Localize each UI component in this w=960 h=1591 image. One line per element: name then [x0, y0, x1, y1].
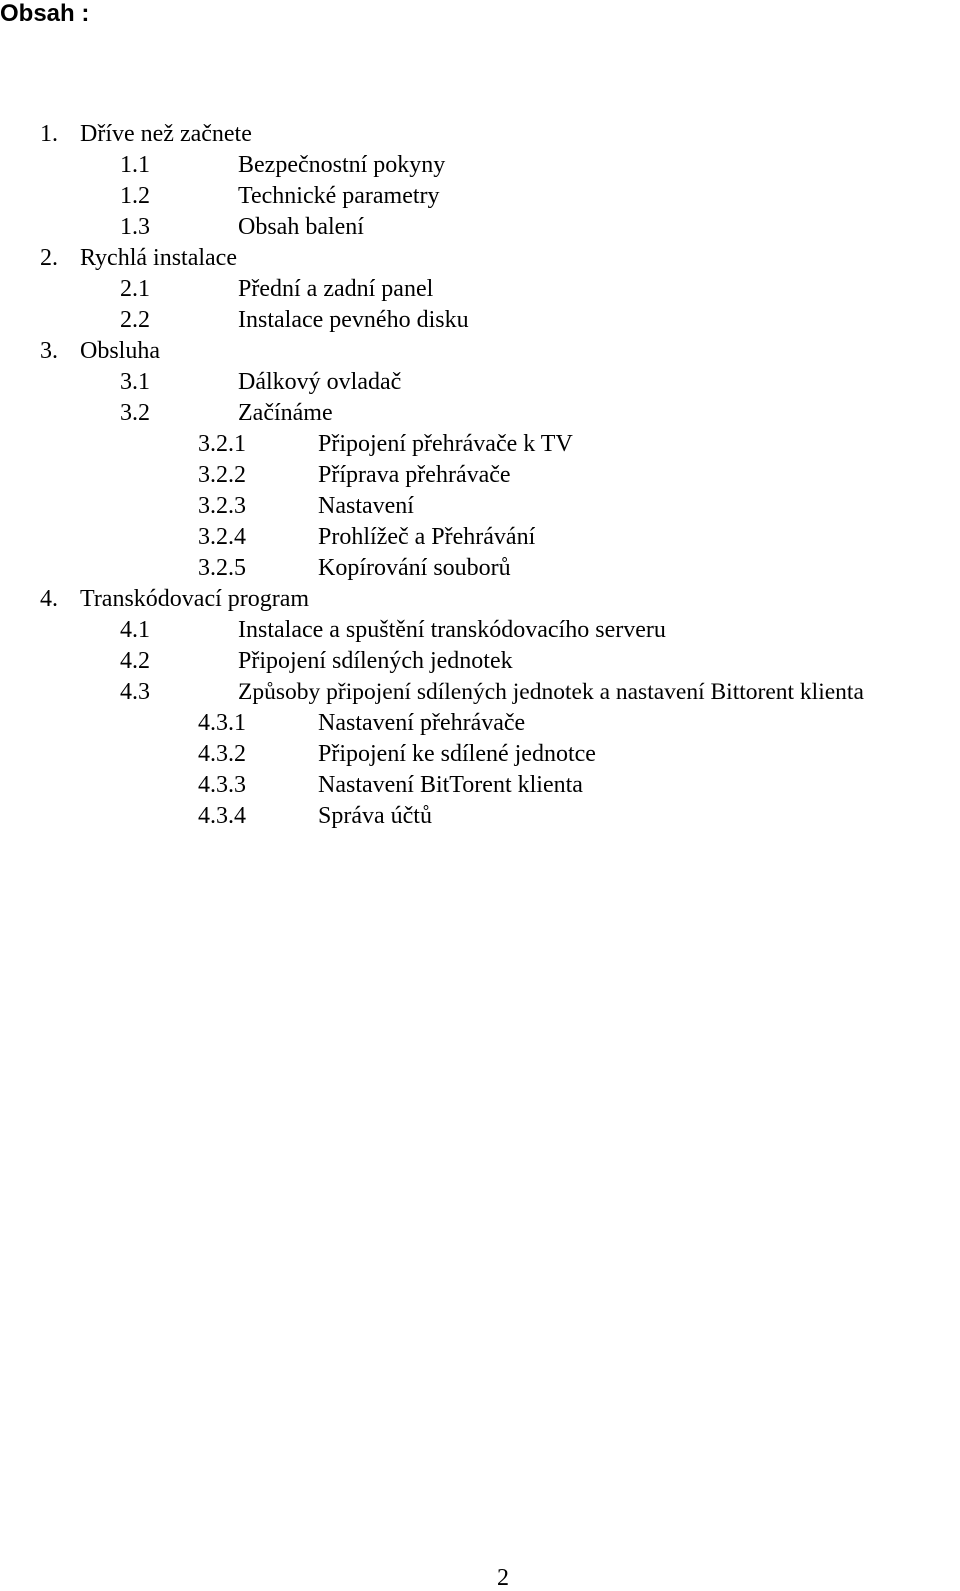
toc-item	[0, 770, 960, 801]
toc-item-title: Nastavení BitTorent klienta	[318, 772, 583, 798]
toc-item	[0, 491, 960, 522]
toc-item-number: 3.2.2	[198, 462, 246, 488]
toc-item-title: Nastavení přehrávače	[318, 710, 526, 736]
toc-item-number: 4.3.2	[198, 741, 246, 767]
toc-item-title: Způsoby připojení sdílených jednotek a nastavení Bittorent klienta	[238, 679, 864, 705]
toc-item-number: 4.2	[120, 648, 150, 674]
toc-item-number: 2.1	[120, 276, 150, 302]
toc-item-title: Obsluha	[80, 338, 160, 364]
toc-item-title: Začínáme	[238, 400, 333, 426]
toc-item-title: Správa účtů	[318, 803, 432, 829]
toc-item	[0, 150, 960, 181]
toc-item-title: Připojení sdílených jednotek	[238, 648, 513, 674]
toc-item-number: 3.2.4	[198, 524, 246, 550]
toc-item-number: 1.	[40, 121, 58, 147]
toc-item-number: 3.2.3	[198, 493, 246, 519]
toc-item-title: Připojení ke sdílené jednotce	[318, 741, 596, 767]
toc-item-number: 1.1	[120, 152, 150, 178]
toc-item-number: 3.2.1	[198, 431, 246, 457]
toc-item-title: Nastavení	[318, 493, 414, 519]
toc-item-title: Dálkový ovladač	[238, 369, 402, 395]
toc-item-number: 2.	[40, 245, 58, 271]
toc-item-number: 4.3	[120, 679, 150, 705]
toc-item-number: 1.2	[120, 183, 150, 209]
toc-item	[0, 708, 960, 739]
toc-item	[0, 243, 960, 274]
toc-item-title: Kopírování souborů	[318, 555, 511, 581]
toc-item	[0, 615, 960, 646]
toc-item-number: 4.3.4	[198, 803, 246, 829]
toc-item	[0, 677, 960, 708]
toc-item	[0, 181, 960, 212]
toc-item-title: Instalace pevného disku	[238, 307, 469, 333]
toc-item	[0, 429, 960, 460]
toc-item	[0, 584, 960, 615]
toc-item-number: 3.2.5	[198, 555, 246, 581]
toc-item	[0, 739, 960, 770]
toc-item-number: 1.3	[120, 214, 150, 240]
toc-item	[0, 460, 960, 491]
toc-item-number: 4.1	[120, 617, 150, 643]
toc-item	[0, 336, 960, 367]
toc-item-title: Instalace a spuštění transkódovacího serveru	[238, 617, 666, 643]
toc-item	[0, 646, 960, 677]
toc-item-number: 4.	[40, 586, 58, 612]
toc-item-title: Technické parametry	[238, 183, 440, 209]
toc-item	[0, 398, 960, 429]
toc-item-title: Rychlá instalace	[80, 245, 237, 271]
toc-item	[0, 119, 960, 150]
toc-item-title: Připojení přehrávače k TV	[318, 431, 573, 457]
toc-item-number: 3.	[40, 338, 58, 364]
toc-item	[0, 274, 960, 305]
page-number: 2	[497, 1565, 509, 1591]
toc-item-title: Přední a zadní panel	[238, 276, 434, 302]
table-of-contents	[0, 119, 960, 832]
toc-item	[0, 801, 960, 832]
toc-item	[0, 522, 960, 553]
toc-item-title: Prohlížeč a Přehrávání	[318, 524, 536, 550]
toc-item	[0, 212, 960, 243]
page-heading: Obsah :	[0, 0, 90, 27]
toc-item-title: Transkódovací program	[80, 586, 310, 612]
toc-item-number: 3.2	[120, 400, 150, 426]
toc-item-number: 2.2	[120, 307, 150, 333]
toc-item-title: Příprava přehrávače	[318, 462, 511, 488]
toc-item-number: 4.3.1	[198, 710, 246, 736]
toc-item	[0, 305, 960, 336]
toc-item-title: Bezpečnostní pokyny	[238, 152, 446, 178]
toc-item-number: 4.3.3	[198, 772, 246, 798]
toc-item	[0, 553, 960, 584]
toc-item-title: Obsah balení	[238, 214, 364, 240]
toc-item	[0, 367, 960, 398]
toc-item-number: 3.1	[120, 369, 150, 395]
toc-item-title: Dříve než začnete	[80, 121, 252, 147]
